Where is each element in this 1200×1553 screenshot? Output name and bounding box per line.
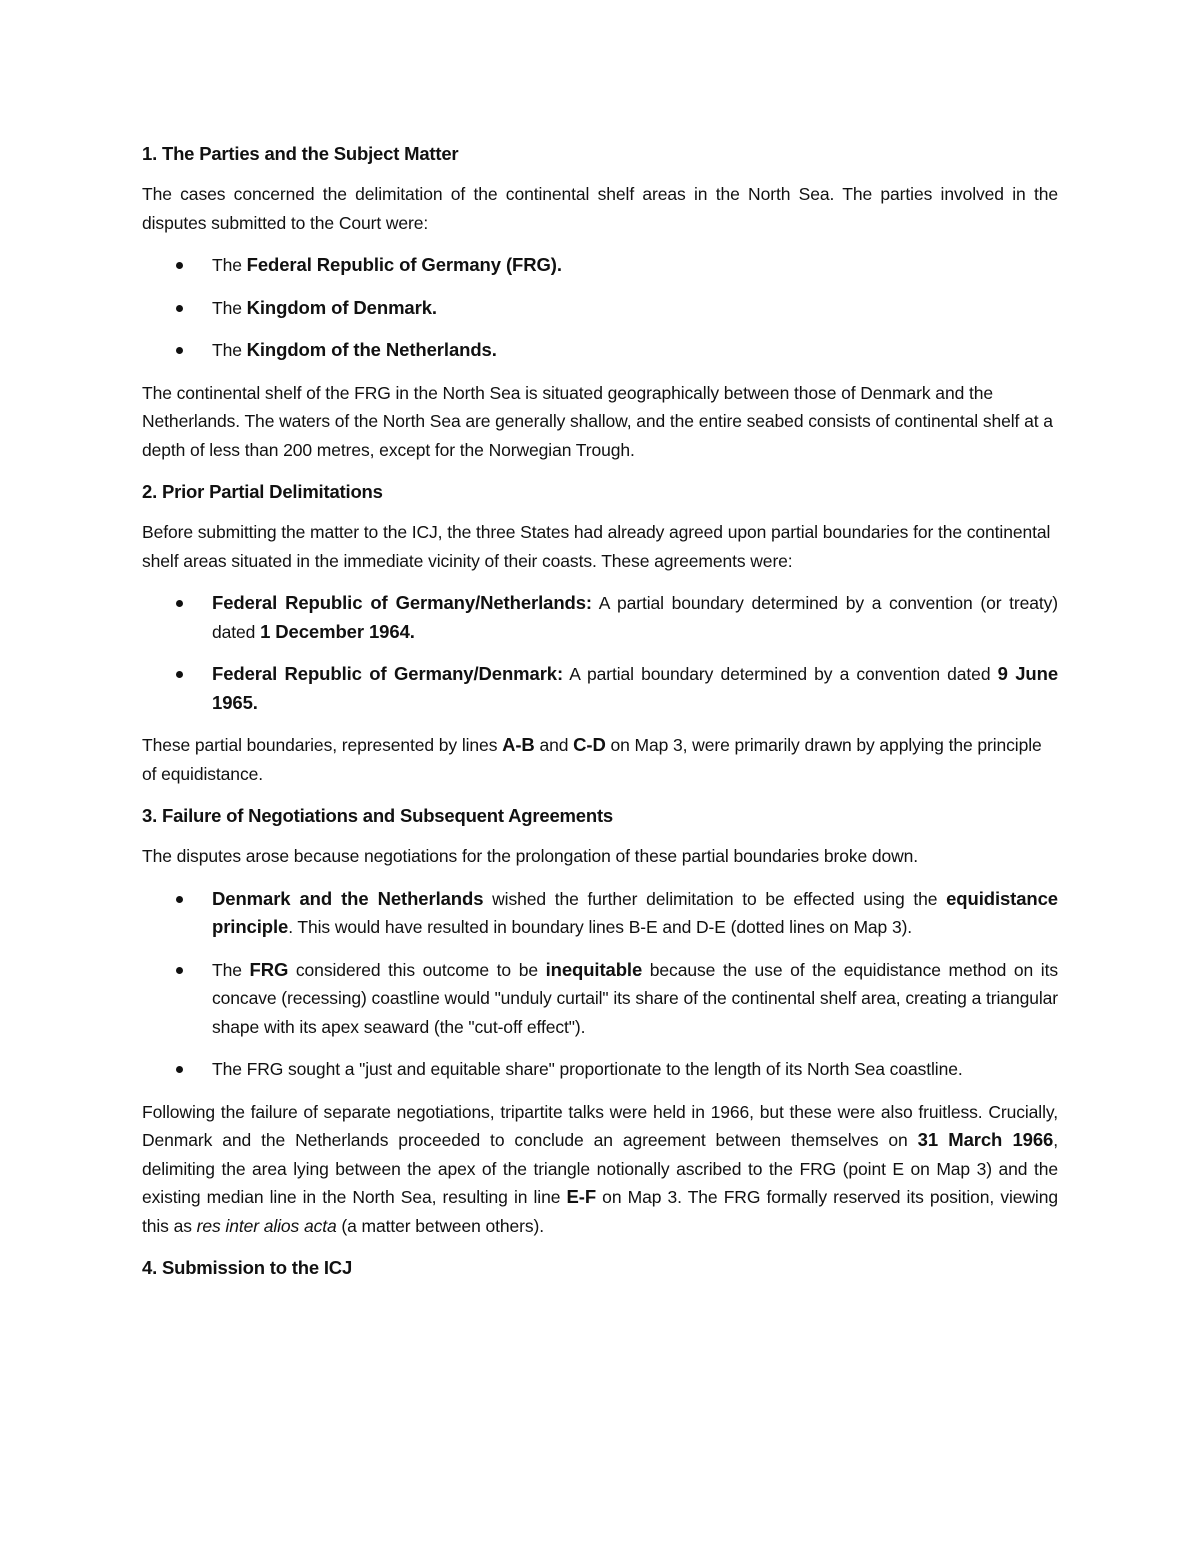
section-1-closing: The continental shelf of the FRG in the North Sea is situated geographically between those of Denmark and the Netherlands. The waters of the North Sea are generally shallow, and the entire seabed consists of continental shelf at a depth of less than 200 metres, except for the Norwegian Trough.: [142, 382, 1053, 460]
agreements-list: [142, 589, 1058, 717]
section-1-title: The Parties and the Subject Matter: [161, 143, 459, 164]
section-1-intro: The cases concerned the delimitation of the continental shelf areas in the North Sea. The parties involved in the disputes submitted to the Court were:: [142, 184, 1058, 233]
bullet-icon: [176, 305, 183, 312]
section-3-intro: The disputes arose because negotiations for the prolongation of these partial boundaries broke down.: [142, 846, 919, 866]
section-2-closing: These partial boundaries, represented by lines A-B and C-D on Map 3, were primarily drawn by applying the principle of equidistance.: [142, 734, 1042, 784]
bullet-icon: [176, 600, 183, 607]
section-4-title: Submission to the ICJ: [161, 1257, 353, 1278]
list-item: The Kingdom of the Netherlands.: [142, 336, 1058, 365]
section-2-heading: 2. Prior Partial Delimitations: [142, 481, 383, 502]
document-page: [142, 140, 1058, 1294]
bullet-icon: [176, 1066, 183, 1073]
list-item: The Federal Republic of Germany (FRG).: [142, 251, 1058, 280]
bullet-icon: [176, 262, 183, 269]
parties-list: [142, 251, 1058, 365]
section-3-closing: Following the failure of separate negotiations, tripartite talks were held in 1966, but these were also fruitless. Crucially, Denmark and the Netherlands proceeded to conclude an agreement between themselves on 31 March 1966, delimiting the area lying between the apex of the triangle notionally ascribed to the FRG (point E on Map 3) and the existing median line in the North Sea, resulting in line E-F on Map 3. The FRG formally reserved its position, viewing this as res inter alios acta (a matter between others).: [142, 1101, 1059, 1236]
list-item: Federal Republic of Germany/Netherlands: A partial boundary determined by a convention (or treaty) dated 1 December 1964.: [142, 589, 1058, 646]
list-item: The Kingdom of Denmark.: [142, 294, 1058, 323]
section-2-intro: Before submitting the matter to the ICJ, the three States had already agreed upon partial boundaries for the continental shelf areas situated in the immediate vicinity of their coasts. These agreements were:: [142, 522, 1051, 571]
positions-list: [142, 885, 1058, 1084]
section-1-number: 1.: [142, 143, 162, 164]
section-1-heading: [142, 140, 1058, 168]
bullet-icon: [176, 347, 183, 354]
section-4-heading: [142, 1254, 1058, 1282]
list-item: The FRG considered this outcome to be inequitable because the use of the equidistance method on its concave (recessing) coastline would "unduly curtail" its share of the continental shelf area, creating a triangular shape with its apex seaward (the "cut-off effect").: [142, 956, 1058, 1042]
bullet-icon: [176, 671, 183, 678]
list-item: Federal Republic of Germany/Denmark: A partial boundary determined by a convention dated 9 June 1965.: [142, 660, 1058, 717]
list-item: Denmark and the Netherlands wished the further delimitation to be effected using the equidistance principle. This would have resulted in boundary lines B-E and D-E (dotted lines on Map 3).: [142, 885, 1058, 942]
bullet-icon: [176, 967, 183, 974]
list-item: The FRG sought a "just and equitable share" proportionate to the length of its North Sea coastline.: [142, 1055, 1058, 1084]
section-3-heading: 3. Failure of Negotiations and Subsequent Agreements: [142, 805, 614, 826]
bullet-icon: [176, 896, 183, 903]
section-4-number: 4.: [142, 1257, 162, 1278]
